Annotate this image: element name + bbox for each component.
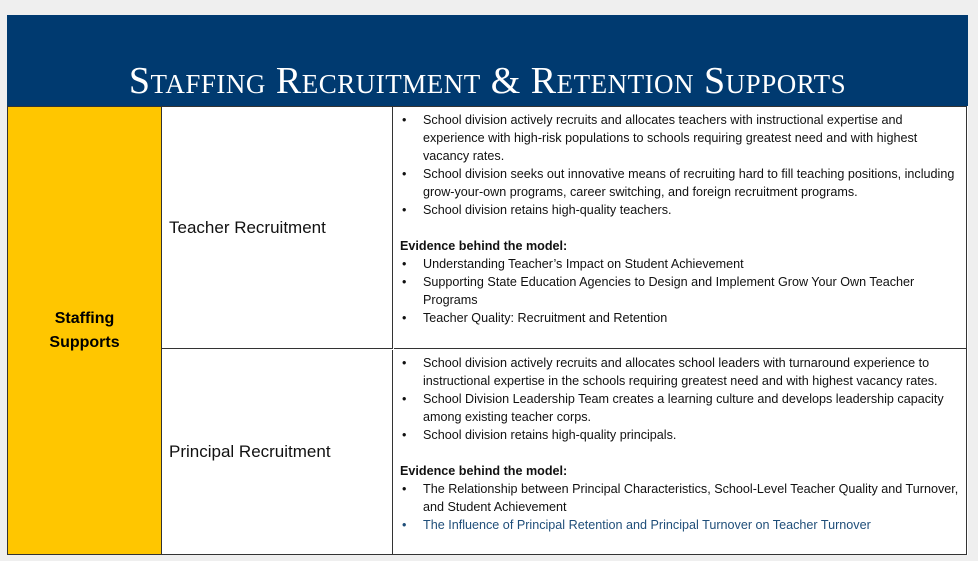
evidence-heading: Evidence behind the model: [400, 464, 568, 478]
bullet-item: • School division retains high-quality principals. [400, 426, 961, 444]
page-title: Staffing Recruitment & Retention Supports [128, 60, 847, 102]
row-label: Principal Recruitment [169, 442, 331, 461]
bullet-item: • School Division Leadership Team creates a learning culture and develops leadership capacity among existing teacher corps. [400, 390, 961, 426]
evidence-link[interactable]: • The Influence of Principal Retention and Principal Turnover on Teacher Turnover [400, 516, 961, 534]
bullet-item: • School division seeks out innovative means of recruiting hard to fill teaching positions, including grow-your-own programs, career switching, and foreign recruitment programs. [400, 165, 961, 201]
category-label: Staffing Supports [49, 309, 120, 351]
row-label-cell [162, 350, 393, 554]
supports-table [7, 106, 967, 555]
row-label-cell [162, 107, 393, 349]
row-detail-cell [394, 350, 967, 554]
slide [7, 15, 968, 555]
evidence-item: • Understanding Teacher’s Impact on Student Achievement [400, 255, 961, 273]
bullet-item: • School division retains high-quality teachers. [400, 201, 961, 219]
evidence-item: • Teacher Quality: Recruitment and Retention [400, 309, 961, 327]
row-detail-cell [394, 107, 967, 349]
evidence-item: • The Relationship between Principal Characteristics, School-Level Teacher Quality and Turnover, and Student Achievement [400, 480, 961, 516]
bullet-item: • School division actively recruits and allocates school leaders with turnaround experience to instructional expertise in the schools requiring greatest need and with highest vacancy rates. [400, 354, 961, 390]
header-banner [7, 15, 968, 106]
evidence-item: • Supporting State Education Agencies to Design and Implement Grow Your Own Teacher Programs [400, 273, 961, 309]
row-label: Teacher Recruitment [169, 217, 326, 237]
bullet-item: • School division actively recruits and allocates teachers with instructional expertise and experience with high-risk populations to schools requiring greatest need and with highest vacancy rates. [400, 111, 961, 165]
category-cell [8, 107, 162, 554]
evidence-heading: Evidence behind the model: [400, 239, 568, 253]
